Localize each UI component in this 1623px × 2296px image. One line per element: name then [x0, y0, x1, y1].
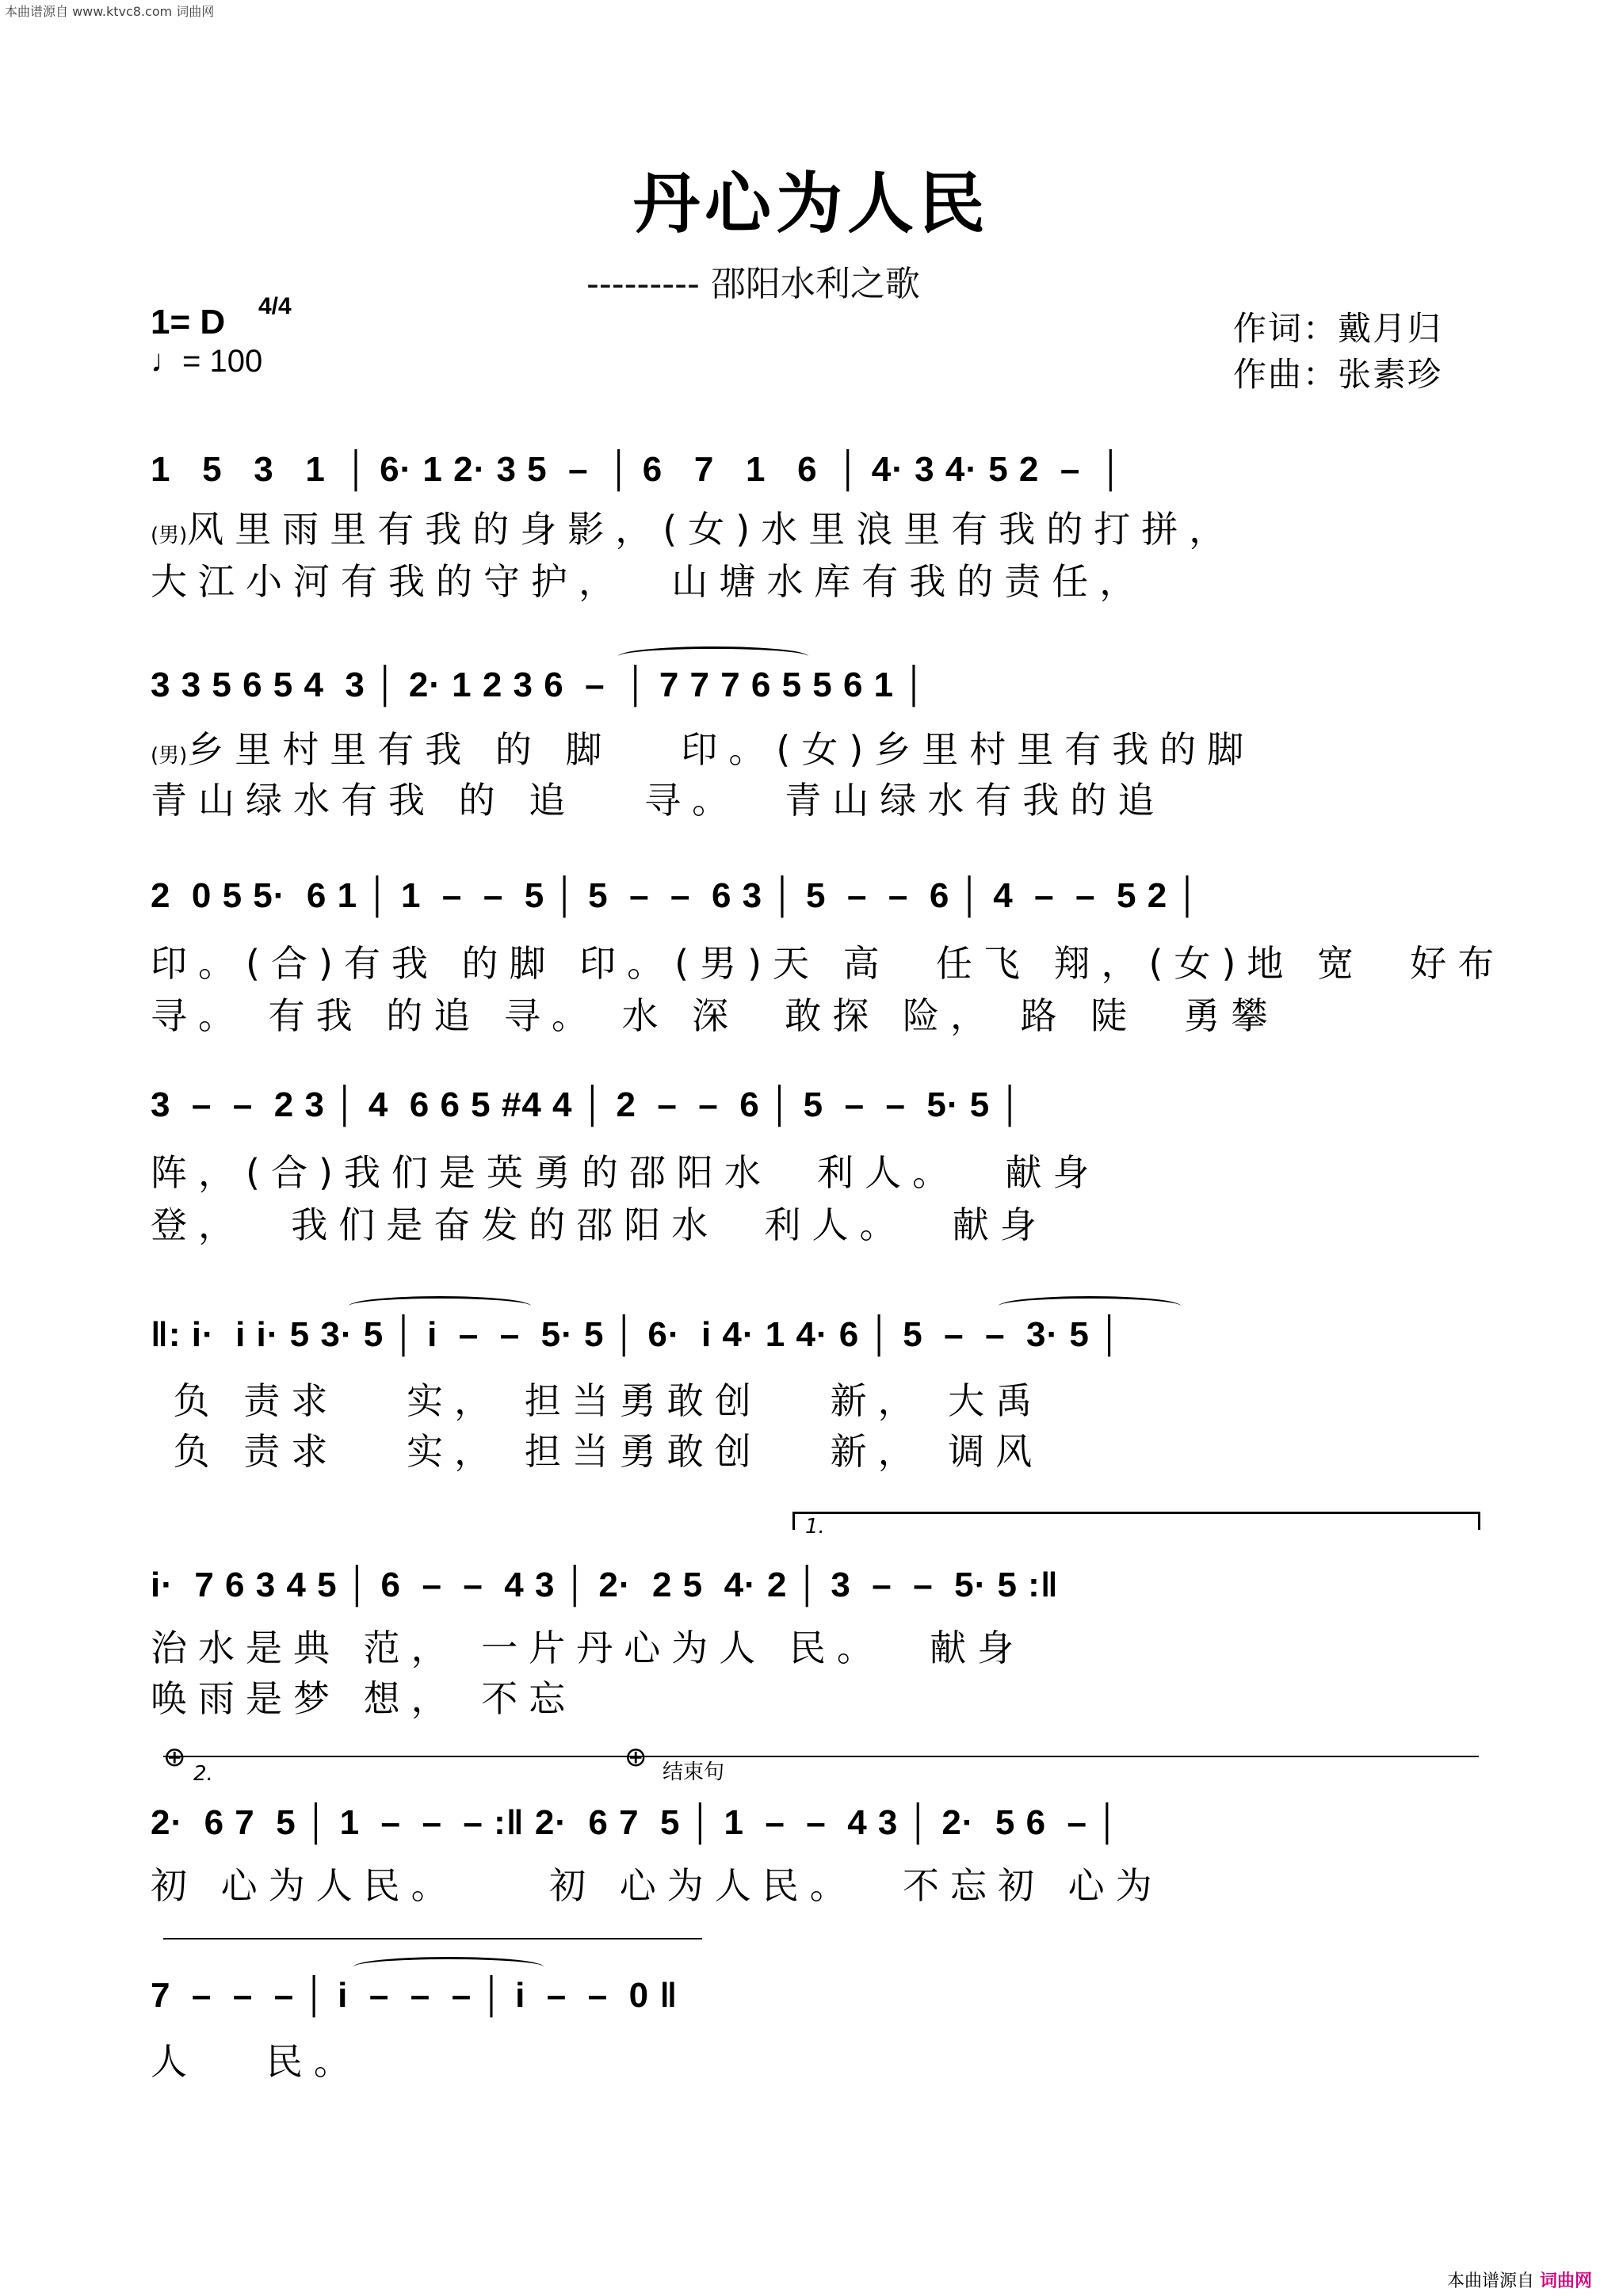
notation-line-3: 2 0 5 5· 6 1 │ 1 – – 5 │ 5 – – 6 3 │ 5 – – 6 │ 4 – – 5 2 │ [151, 876, 1201, 915]
lyric-text: 印。(合)有我 的脚 印。(男)天 高 任飞 翔，(女)地 宽 好布 [151, 942, 1506, 985]
second-ending-label: 2. [193, 1762, 213, 1786]
lyric-text: 人 民。 [151, 2040, 361, 2083]
time-signature-text: 4/4 [258, 293, 292, 319]
notation-line-7: 2· 6 7 5 │ 1 – – – :‖ 2· 6 7 5 │ 1 – – 4 3 │ 2· 5 6 – │ [151, 1803, 1121, 1842]
first-ending-label: 1. [805, 1515, 825, 1539]
lyric-text: 寻。 有我 的追 寻。 水 深 敢探 险， 路 陡 勇攀 [151, 994, 1279, 1037]
coda-icon: ⊕ [163, 1741, 186, 1773]
lyric-3a [151, 935, 1505, 987]
first-ending-bracket [792, 1512, 1480, 1530]
lyric-text: 大江小河有我的守护， 山塘水库有我的责任， [151, 560, 1148, 603]
coda-label: 结束句 [663, 1760, 725, 1784]
lyric-2b [151, 772, 1165, 824]
lyric-text: 唤雨是梦 想， 不忘 [151, 1677, 577, 1720]
time-signature [258, 295, 292, 318]
notation-line-4: 3 – – 2 3 │ 4 6 6 5 #4 4 │ 2 – – 6 │ 5 – – 5· 5 │ [151, 1085, 1023, 1124]
lyric-5b [151, 1423, 1043, 1475]
footer-left-text: 本曲谱源自 [1447, 2271, 1535, 2291]
lyric-4a [151, 1144, 1100, 1196]
lyric-text: 初 心为人民。 初 心为人民。 不忘初 心为 [151, 1864, 1163, 1907]
lyric-3b [151, 987, 1278, 1039]
notation-line-5: ‖: i· i i· 5 3· 5 │ i – – 5· 5 │ 6· i 4· 1 4· 6 │ 5 – – 3· 5 │ [151, 1315, 1123, 1354]
composer-credit: 作曲：张素珍 [1233, 355, 1443, 394]
lyric-4b [151, 1196, 1048, 1249]
voice-label: (男) [151, 524, 188, 547]
lyric-text: 负 责求 实， 担当勇敢创 新， 调风 [151, 1430, 1044, 1473]
lyric-text: 青山绿水有我 的 追 寻。 青山绿水有我的追 [151, 779, 1166, 822]
footer-right-text[interactable]: 词曲网 [1540, 2271, 1593, 2291]
tempo-marking: ♩= 100 [151, 344, 263, 379]
lyric-text: 乡里村里有我 的 脚 印。(女)乡里村里有我的脚 [187, 728, 1255, 771]
footer-source [1447, 2267, 1592, 2292]
lyric-7a [151, 1857, 1163, 1909]
notation-line-6: i· 7 6 3 4 5 │ 6 – – 4 3 │ 2· 2 5 4· 2 │ 3 – – 5· 5 :‖ [151, 1566, 1059, 1604]
notation-line-8: 7 – – – │ i – – – │ i – – 0 ‖ [151, 1976, 678, 2015]
lyric-1a [151, 501, 1236, 553]
notation-line-2: 3 3 5 6 5 4 3 │ 2· 1 2 3 6 – │ 7 7 7 6 5 5 6 1 │ [151, 666, 927, 704]
lyricist-credit: 作词：戴月归 [1233, 309, 1443, 348]
song-subtitle: --------- 邵阳水利之歌 [586, 264, 920, 304]
lyric-text: 登， 我们是奋发的邵阳水 利人。 献身 [151, 1203, 1048, 1246]
lyric-8a [151, 2033, 361, 2085]
lyric-5a [151, 1372, 1043, 1425]
lyric-6a [151, 1619, 1025, 1672]
coda-icon: ⊕ [624, 1741, 647, 1773]
lyric-1b [151, 553, 1147, 605]
lyric-2a [151, 721, 1254, 773]
ending-line [163, 1938, 702, 1939]
song-title: 丹心为人民 [632, 164, 990, 242]
voice-label: (男) [151, 744, 188, 768]
second-ending-line [163, 1756, 1479, 1757]
top-watermark: 本曲谱源自 www.ktvc8.com 词曲网 [5, 4, 215, 19]
key-signature: 1= D [151, 303, 226, 341]
notation-line-1: 1 5 3 1 │ 6· 1 2· 3 5 – │ 6 7 1 6 │ 4· 3 4· 5 2 – │ [151, 450, 1125, 489]
lyric-text: 治水是典 范， 一片丹心为人 民。 献身 [151, 1627, 1025, 1669]
lyric-text: 风里雨里有我的身影，(女)水里浪里有我的打拼， [187, 508, 1237, 551]
lyric-text: 负 责求 实， 担当勇敢创 新， 大禹 [151, 1379, 1044, 1422]
lyric-text: 阵，(合)我们是英勇的邵阳水 利人。 献身 [151, 1151, 1101, 1194]
lyric-6b [151, 1670, 576, 1722]
